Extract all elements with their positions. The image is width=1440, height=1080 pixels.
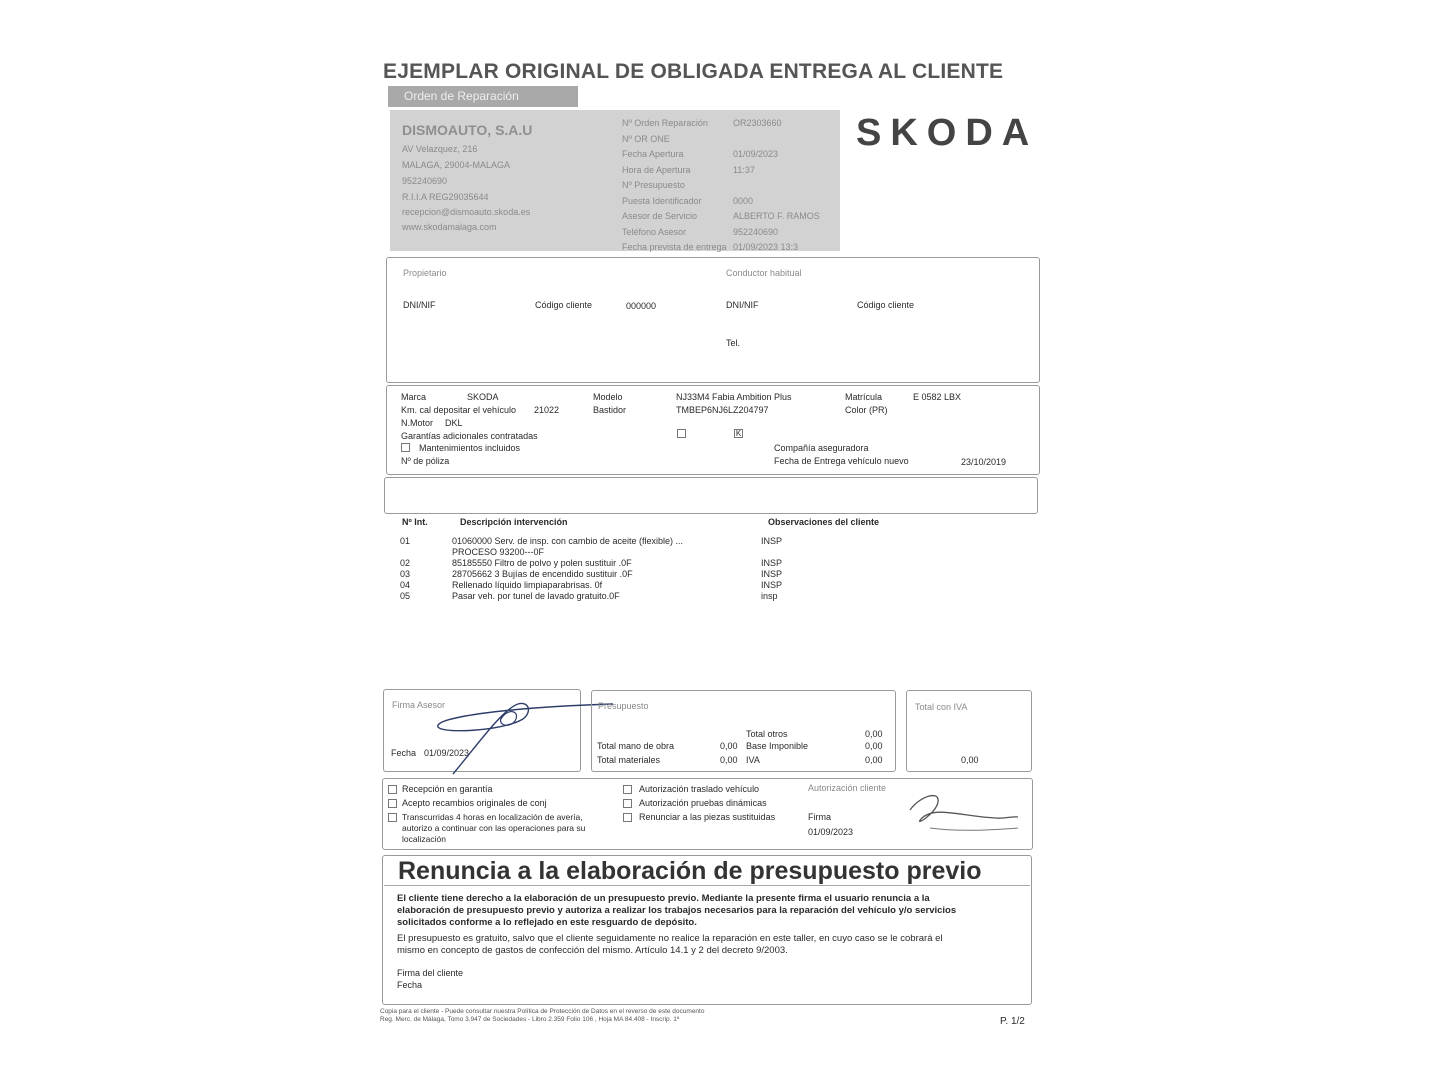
dealer-web: www.skodamalaga.com: [402, 222, 497, 232]
auth-left-item: Acepto recambios originales de conj: [402, 798, 547, 808]
autorizacion-cliente-label: Autorización cliente: [808, 783, 887, 793]
auth-left-item: Recepción en garantía: [402, 784, 493, 794]
km-value: 21022: [534, 405, 560, 415]
garantias-label: Garantías adicionales contratadas: [401, 431, 538, 441]
int-num: 02: [400, 558, 411, 568]
codigo-cliente2-label: Código cliente: [857, 300, 915, 310]
int-obs: INSP: [761, 536, 783, 546]
int-obs: INSP: [761, 580, 783, 590]
presupuesto-label: Presupuesto: [598, 701, 649, 711]
order-labels: [622, 118, 727, 258]
mantenimientos-checkbox[interactable]: [401, 443, 410, 452]
order-value: OR2303660: [733, 118, 782, 128]
matricula-value: E 0582 LBX: [913, 392, 962, 402]
order-value: 0000: [733, 195, 754, 206]
order-value: ALBERTO F. RAMOS: [733, 211, 820, 221]
renunciar-piezas-checkbox[interactable]: [623, 813, 632, 822]
conductor-label: Conductor habitual: [726, 268, 802, 278]
order-label: Fecha Apertura: [622, 149, 684, 159]
total-otros-label: Total otros: [746, 729, 788, 739]
auth-middle-item: Renunciar a las piezas sustituidas: [639, 812, 776, 822]
iva-value: 0,00: [865, 755, 883, 765]
traslado-checkbox[interactable]: [623, 785, 632, 794]
mano-obra-value: 0,00: [720, 741, 738, 751]
renuncia-line: mismo en concepto de gastos de confección del mismo. Artículo 14.1 y 2 del decreto 9/2003.: [397, 945, 788, 956]
int-obs: INSP: [761, 569, 783, 579]
marca-label: Marca: [401, 392, 427, 402]
renuncia-bold-line: El cliente tiene derecho a la elaboración de un presupuesto previo. Mediante la presente firma el usuario renuncia a la: [397, 893, 930, 904]
bastidor-label: Bastidor: [593, 405, 627, 415]
localizacion-checkbox[interactable]: [388, 813, 397, 822]
int-header-obs: Observaciones del cliente: [768, 517, 880, 527]
marca-value: SKODA: [467, 392, 499, 402]
int-header-desc: Descripción intervención: [460, 517, 568, 527]
presupuesto-box: [591, 690, 896, 772]
tel-label: Tel.: [726, 338, 741, 348]
int-desc: Pasar veh. por tunel de lavado gratuito.0F: [452, 591, 620, 601]
dealer-city: MALAGA, 29004-MALAGA: [402, 160, 511, 170]
color-label: Color (PR): [845, 405, 888, 415]
int-obs: insp: [761, 591, 778, 601]
materiales-value: 0,00: [720, 755, 738, 765]
footer-line-2: Reg. Merc. de Málaga, Tomo 3.947 de Sociedades - Libro 2.359 Folio 106 , Hoja MA 84.408 - Inscrip. 1ª: [380, 1016, 680, 1023]
propietario-label: Propietario: [403, 268, 447, 278]
int-num: 04: [400, 580, 411, 590]
motor-value: DKL: [445, 418, 463, 428]
firma-fecha: 01/09/2023: [808, 827, 854, 837]
motor-label: N.Motor: [401, 418, 434, 428]
order-value: [733, 180, 820, 196]
mantenimientos-label: Mantenimientos incluidos: [419, 443, 521, 453]
owner-box: [386, 257, 1040, 383]
dealer-phone: 952240690: [402, 176, 448, 186]
total-iva-value: 0,00: [961, 755, 979, 765]
mano-obra-label: Total mano de obra: [597, 741, 675, 751]
fecha-value: 01/09/2023: [424, 748, 470, 758]
total-otros-value: 0,00: [865, 729, 883, 739]
order-label: Teléfono Asesor: [622, 226, 687, 237]
dni2-label: DNI/NIF: [726, 300, 759, 310]
int-desc: 01060000 Serv. de insp. con cambio de aceite (flexible) ...: [452, 536, 683, 546]
dealer-email: recepcion@dismoauto.skoda.es: [402, 207, 531, 217]
garantias-checkbox[interactable]: [677, 429, 686, 438]
renuncia-bold-line: solicitados conforme a lo reflejado en este resguardo de depósito.: [397, 917, 697, 928]
compania-label: Compañía aseguradora: [774, 443, 869, 453]
firma-label: Firma: [808, 812, 831, 822]
pruebas-checkbox[interactable]: [623, 799, 632, 808]
codigo-cliente-label: Código cliente: [535, 300, 593, 310]
codigo-cliente-value: 000000: [626, 301, 657, 311]
garantias-checkbox-marked[interactable]: K: [735, 429, 742, 438]
page-number: P. 1/2: [1000, 1016, 1025, 1027]
int-desc: Rellenado líquido limpiaparabrisas. 0f: [452, 580, 603, 590]
poliza-label: Nº de póliza: [401, 456, 450, 466]
recepcion-garantia-checkbox[interactable]: [388, 785, 397, 794]
firma-cliente-label: Firma del cliente: [397, 968, 464, 978]
dealer-registry: R.I.I.A REG29035644: [402, 192, 489, 202]
total-iva-label: Total con IVA: [915, 702, 968, 712]
int-num: 05: [400, 591, 411, 601]
document-title: EJEMPLAR ORIGINAL DE OBLIGADA ENTREGA AL CLIENTE: [383, 60, 1004, 83]
entrega-label: Fecha de Entrega vehículo nuevo: [774, 456, 909, 466]
iva-label: IVA: [746, 755, 760, 765]
materiales-label: Total materiales: [597, 755, 661, 765]
km-label: Km. cal depositar el vehículo: [401, 405, 517, 415]
renuncia-bold-line: elaboración de presupuesto previo y autoriza a realizar los trabajos necesarios para la reparación del vehículo y/o servicios: [397, 905, 957, 916]
order-value: 01/09/2023: [733, 149, 779, 159]
order-label: Fecha prevista de entrega: [622, 242, 727, 252]
vehicle-box: [386, 385, 1040, 475]
client-signature: [900, 788, 1030, 838]
modelo-value: NJ33M4 Fabia Ambition Plus: [676, 392, 792, 402]
total-iva-box: [906, 690, 1032, 772]
order-tab: Orden de Reparación: [388, 86, 578, 107]
entrega-value: 23/10/2019: [961, 457, 1007, 467]
dealer-name: DISMOAUTO, S.A.U: [402, 122, 533, 138]
int-num: 01: [400, 536, 411, 546]
renuncia-title: Renuncia a la elaboración de presupuesto previo: [398, 857, 982, 885]
order-value: 952240690: [733, 226, 779, 237]
firma-asesor-label: Firma Asesor: [392, 700, 446, 710]
auth-left-item: Transcurridas 4 horas en localización de avería, autorizo a continuar con las operaciones para su localización: [402, 812, 586, 844]
order-label: Asesor de Servicio: [622, 211, 698, 221]
dealer-address: AV Velazquez, 216: [402, 144, 478, 154]
order-label: Nº Orden Reparación: [622, 118, 708, 128]
auth-middle-item: Autorización traslado vehículo: [639, 784, 760, 794]
order-values: [733, 118, 820, 258]
modelo-label: Modelo: [593, 392, 623, 402]
auth-middle-item: Autorización pruebas dinámicas: [639, 798, 767, 808]
footer-line-1: Copia para el cliente - Puede consultar nuestra Política de Protección de Datos en el reverso de este documento: [380, 1008, 705, 1015]
order-label: Nº OR ONE: [622, 133, 670, 144]
dni-label: DNI/NIF: [403, 300, 436, 310]
order-value: 01/09/2023 13:3: [733, 242, 799, 252]
int-desc: PROCESO 93200---0F: [452, 547, 545, 557]
order-label: Puesta Identificador: [622, 195, 702, 206]
dealer-panel: [390, 110, 840, 251]
renuncia-fecha-label: Fecha: [397, 980, 423, 990]
base-value: 0,00: [865, 741, 883, 751]
order-value: 11:37: [733, 164, 755, 175]
order-label: Nº Presupuesto: [622, 180, 685, 190]
bastidor-value: TMBEP6NJ6LZ204797: [676, 405, 769, 415]
skoda-logo: SKODA: [856, 112, 1039, 154]
int-header-num: Nº Int.: [402, 517, 428, 527]
order-value: [733, 134, 820, 150]
order-label: Hora de Apertura: [622, 164, 691, 175]
fecha-label: Fecha: [391, 748, 417, 758]
recambios-checkbox[interactable]: [388, 799, 397, 808]
int-obs: INSP: [761, 558, 783, 568]
matricula-label: Matrícula: [845, 392, 883, 402]
int-num: 03: [400, 569, 411, 579]
int-desc: 28705662 3 Bujías de encendido sustituir .0F: [452, 569, 633, 579]
int-desc: 85185550 Filtro de polvo y polen sustituir .0F: [452, 558, 632, 568]
base-label: Base Imponible: [746, 741, 809, 751]
notes-box: [384, 477, 1038, 514]
renuncia-line: El presupuesto es gratuito, salvo que el cliente seguidamente no realice la reparación en este taller, en cuyo caso se le cobrará el: [397, 933, 943, 944]
